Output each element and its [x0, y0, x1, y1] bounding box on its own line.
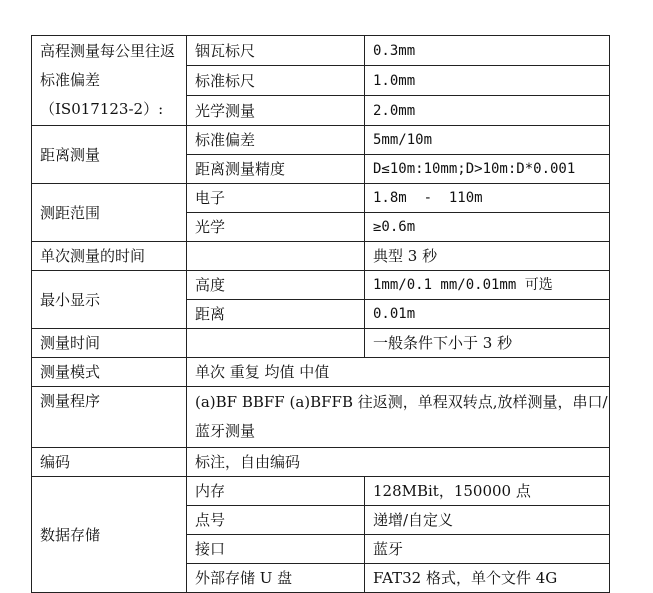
- coding-label: 编码: [32, 448, 187, 477]
- single-time-value: 典型 3 秒: [365, 242, 610, 271]
- programs-value: (a)BF BBFF (a)BFFB 往返测，单程双转点,放样测量，串口/蓝牙测量: [187, 387, 610, 448]
- table-row: [32, 184, 610, 213]
- range-label: 测距范围: [32, 184, 187, 242]
- modes-value: 单次 重复 均值 中值: [187, 358, 610, 387]
- programs-label: 测量程序: [32, 387, 187, 448]
- optical-measure-label: 光学测量: [187, 96, 365, 126]
- table-row: [32, 271, 610, 300]
- distance-accuracy-label: 距离测量精度: [187, 155, 365, 184]
- electronic-range-label: 电子: [187, 184, 365, 213]
- measure-time-value: 一般条件下小于 3 秒: [365, 329, 610, 358]
- optical-measure-value: 2.0mm: [365, 96, 610, 126]
- std-dev-value: 5mm/10m: [365, 126, 610, 155]
- standard-staff-label: 标准标尺: [187, 66, 365, 96]
- optical-range-value: ≥0.6m: [365, 213, 610, 242]
- height-display-label: 高度: [187, 271, 365, 300]
- std-dev-label: 标准偏差: [187, 126, 365, 155]
- spec-table: [31, 35, 610, 593]
- height-display-value: 1mm/0.1 mm/0.01mm 可选: [365, 271, 610, 300]
- storage-label: 数据存储: [32, 477, 187, 593]
- interface-label: 接口: [187, 535, 365, 564]
- invar-staff-value: 0.3mm: [365, 36, 610, 66]
- table-row: [32, 242, 610, 271]
- coding-value: 标注，自由编码: [187, 448, 610, 477]
- distance-display-value: 0.01m: [365, 300, 610, 329]
- table-row: [32, 358, 610, 387]
- table-row: [32, 477, 610, 506]
- table-row: [32, 36, 610, 66]
- empty-cell: [187, 329, 365, 358]
- table-row: [32, 448, 610, 477]
- measure-time-label: 测量时间: [32, 329, 187, 358]
- elevation-label: 高程测量每公里往返标准偏差（IS017123-2）:: [32, 36, 187, 126]
- distance-accuracy-value: D≤10m:10mm;D>10m:D*0.001: [365, 155, 610, 184]
- usb-storage-label: 外部存储 U 盘: [187, 564, 365, 593]
- distance-label: 距离测量: [32, 126, 187, 184]
- table-row: [32, 329, 610, 358]
- standard-staff-value: 1.0mm: [365, 66, 610, 96]
- electronic-range-value: 1.8m - 110m: [365, 184, 610, 213]
- modes-label: 测量模式: [32, 358, 187, 387]
- usb-storage-value: FAT32 格式，单个文件 4G: [365, 564, 610, 593]
- distance-display-label: 距离: [187, 300, 365, 329]
- single-time-label: 单次测量的时间: [32, 242, 187, 271]
- table-row: [32, 126, 610, 155]
- table-row: [32, 387, 610, 448]
- memory-label: 内存: [187, 477, 365, 506]
- interface-value: 蓝牙: [365, 535, 610, 564]
- empty-cell: [187, 242, 365, 271]
- point-number-value: 递增/自定义: [365, 506, 610, 535]
- memory-value: 128MBit，150000 点: [365, 477, 610, 506]
- point-number-label: 点号: [187, 506, 365, 535]
- invar-staff-label: 铟瓦标尺: [187, 36, 365, 66]
- min-display-label: 最小显示: [32, 271, 187, 329]
- optical-range-label: 光学: [187, 213, 365, 242]
